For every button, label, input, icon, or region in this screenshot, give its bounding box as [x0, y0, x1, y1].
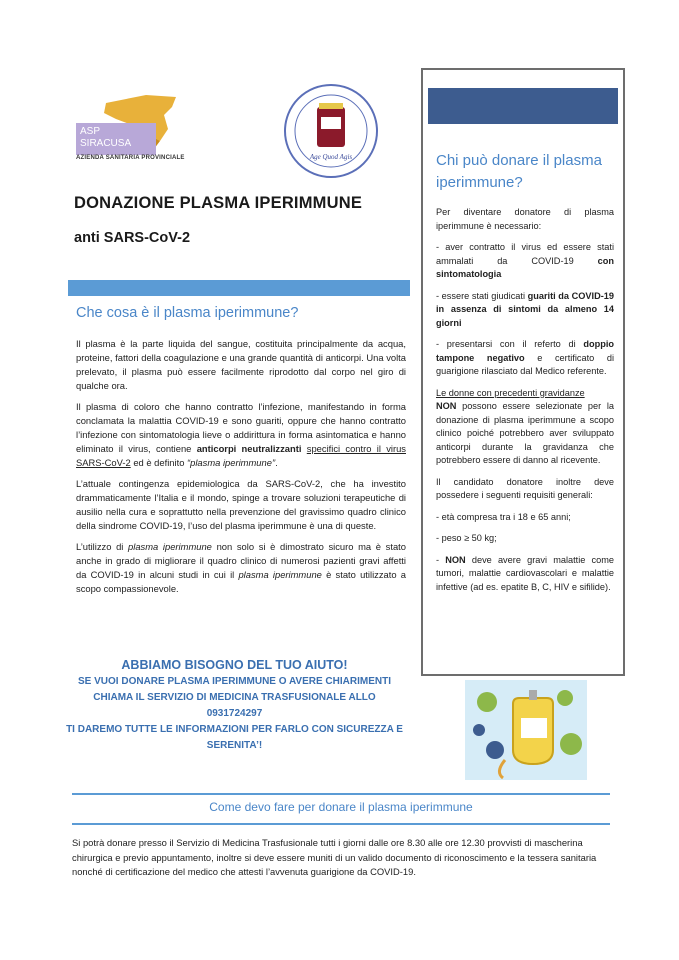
- page-subtitle: anti SARS-CoV-2: [74, 230, 191, 246]
- pregnancy-note: Le donne con precedenti gravidanze NON possono essere selezionate per la donazione di plasma iperimmune a scopo clinico poiché potrebbero aver sviluppato anticorpi durante la gravidanza che potrebbero essere di danno al ricevente.: [436, 387, 614, 465]
- requirements-intro: Per diventare donatore di plasma iperimmune è necessario:: [436, 207, 614, 231]
- divider: [72, 823, 610, 825]
- paragraph-1: Il plasma è la parte liquida del sangue, costituita principalmente da acqua, proteine, fattori della coagulazione e una grande quantità di anticorpi. Una volta prelevato, il plasma può essere facilmente riprodotto dal corpo nel giro di qualche ora.: [76, 338, 406, 391]
- requirement-item: - peso ≥ 50 kg;: [436, 533, 497, 543]
- plasma-bag-illustration: [465, 680, 587, 780]
- cta-line: SERENITA’!: [206, 740, 263, 751]
- paragraph-2: Il plasma di coloro che hanno contratto l’infezione, manifestando in forma conclamata la malattia COVID-19 e sono guariti, oppure che hanno contratto l’infezione con sintomatologia lieve o addirittura in forma asintomatica e hanno eliminato il virus, contiene anticorpi neutralizzanti specifici contro il virus SARS-CoV-2 ed è definito “plasma iperimmune”.: [76, 401, 406, 468]
- right-box-header-bar: [428, 88, 618, 124]
- left-section-bar: [68, 280, 410, 296]
- requirement-item: - età compresa tra i 18 e 65 anni;: [436, 511, 571, 522]
- cta-line: TI DAREMO TUTTE LE INFORMAZIONI PER FARLO CON SICUREZZA E: [66, 724, 403, 735]
- requirement-item: - presentarsi con il referto di doppio tampone negativo e certificato di guarigione rilasciato dal Medico referente.: [436, 339, 614, 376]
- blood-donors-seal: [283, 83, 379, 179]
- call-to-action: [52, 656, 417, 754]
- how-to-donate-body: Si potrà donare presso il Servizio di Medicina Trasfusionale tutti i giorni dalle ore 8.30 alle ore 12.30 provvisti di mascherina chirurgica e previo appuntamento, inoltre si deve essere muniti di un valido documento di riconoscimento e la tessera sanitaria nonché di certificazione del medico che attesti l’avvenuta guarigione da COVID-19.: [72, 837, 597, 877]
- cta-line: CHIAMA IL SERVIZIO DI MEDICINA TRASFUSIONALE ALLO: [93, 692, 376, 703]
- cta-line: SE VUOI DONARE PLASMA IPERIMMUNE O AVERE CHIARIMENTI: [78, 676, 391, 687]
- how-to-donate-heading: Come devo fare per donare il plasma iperimmune: [209, 800, 473, 814]
- what-is-plasma-body: [76, 337, 406, 603]
- divider: [72, 793, 610, 795]
- cta-phone-number[interactable]: 0931724297: [206, 708, 263, 719]
- general-requirements-intro: Il candidato donatore inoltre deve possedere i seguenti requisiti generali:: [436, 476, 614, 500]
- requirement-item: - aver contratto il virus ed essere stati ammalati da COVID-19 con sintomatologia: [436, 242, 614, 279]
- page-title: DONAZIONE PLASMA IPERIMMUNE: [74, 194, 363, 212]
- requirement-item: - NON deve avere gravi malattie come tumori, malattie cardiovascolari e malattie infettive (ad es. epatite B, C, HIV e sifilide).: [436, 554, 615, 592]
- asp-logo-line2: SIRACUSA: [80, 138, 132, 149]
- asp-logo-subtitle: AZIENDA SANITARIA PROVINCIALE: [76, 155, 185, 161]
- what-is-plasma-heading: Che cosa è il plasma iperimmune?: [76, 305, 299, 321]
- paragraph-3: L’attuale contingenza epidemiologica da SARS-CoV-2, che ha investito drammaticamente l’Italia e il mondo, spinge a trovare soluzioni terapeutiche di ausilio nella cura e soprattutto nella prevenzione del gravissimo quadro clinico della sindrome COVID-19, l’uso del plasma iperimmune è una di queste.: [76, 478, 406, 531]
- cta-headline: ABBIAMO BISOGNO DEL TUO AIUTO!: [121, 658, 348, 672]
- seal-motto: Age Quod Agis: [309, 153, 353, 161]
- requirement-item: - essere stati giudicati guariti da COVID-19 in assenza di sintomi da almeno 14 giorni: [436, 290, 615, 328]
- who-can-donate-body: [436, 206, 614, 602]
- who-can-donate-heading: Chi può donare il plasma iperimmune?: [436, 152, 602, 191]
- asp-logo-line1: ASP: [80, 126, 101, 137]
- asp-logo-badge: [76, 123, 156, 155]
- paragraph-4: L’utilizzo di plasma iperimmune non solo si è dimostrato sicuro ma è stato anche in grado di migliorare il quadro clinico di numerosi pazienti gravi affetti da COVID-19 in alcuni studi in cui il plasma iperimmune è stato utilizzato a scopo compassionevole.: [76, 541, 406, 594]
